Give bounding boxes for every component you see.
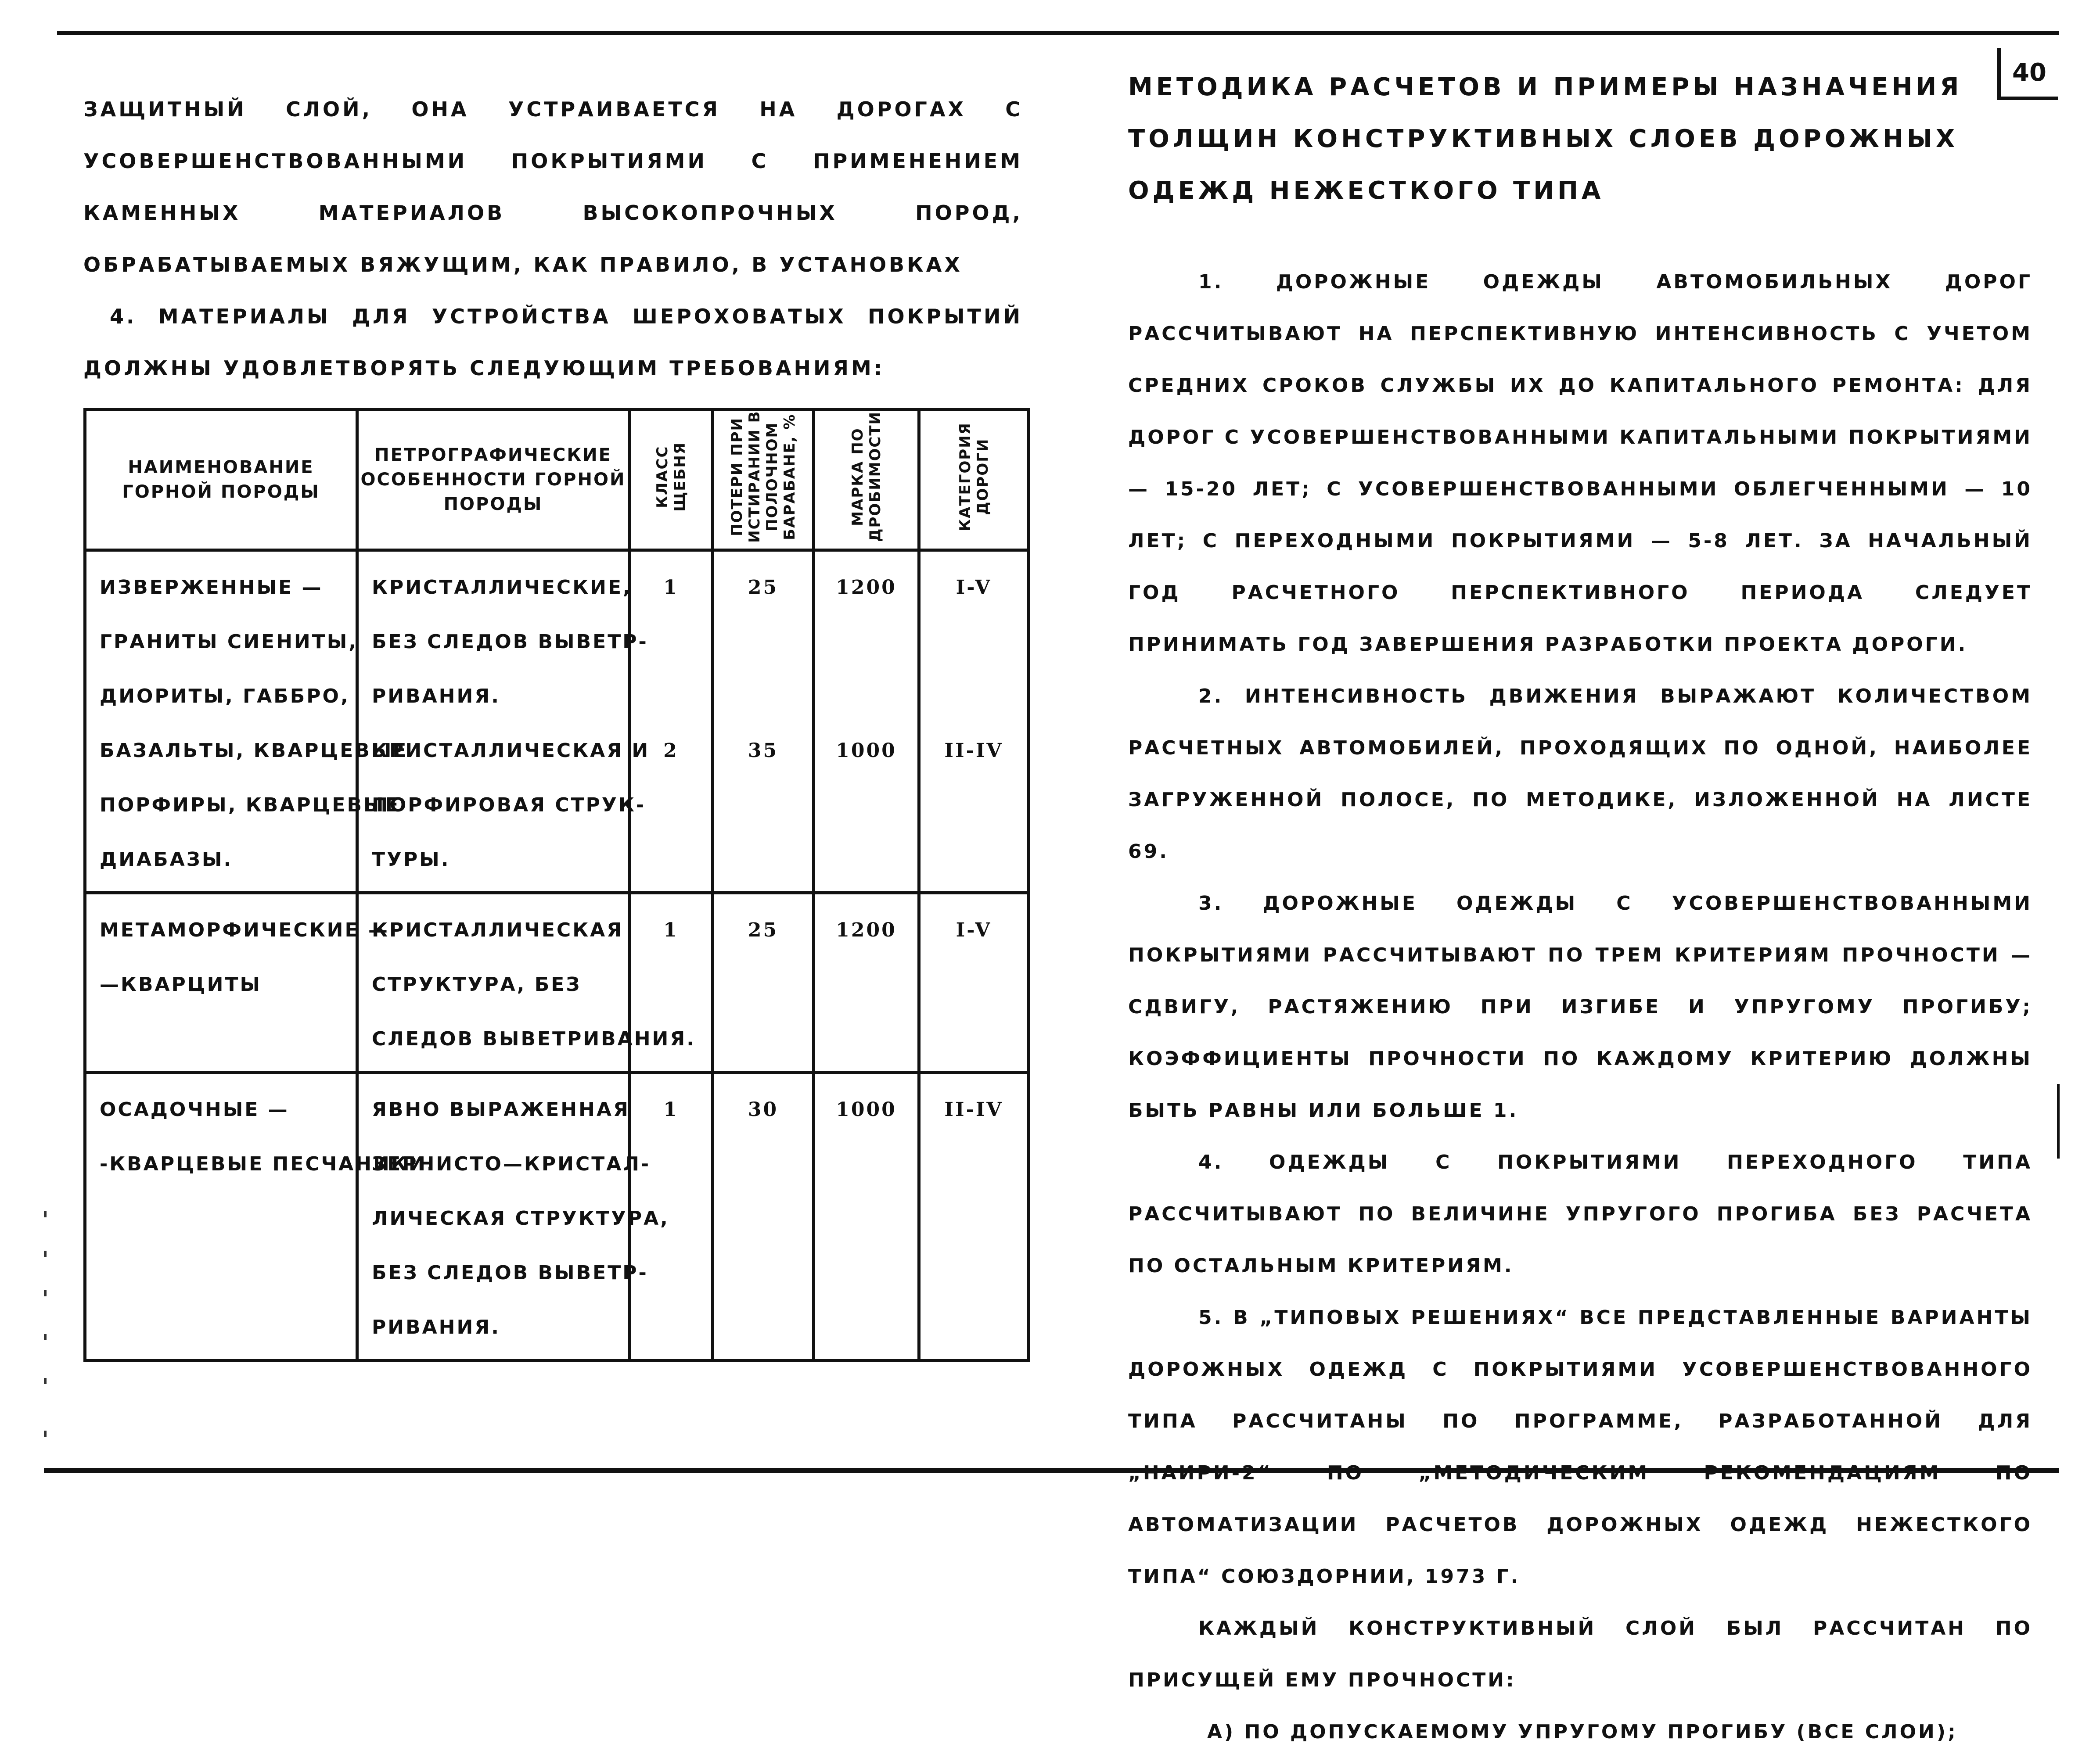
grade-value: 1000 xyxy=(836,739,897,762)
header-grade-label: МАРКА ПО ДРОБИМОСТИ xyxy=(849,411,884,542)
class-value: 2 xyxy=(663,739,679,762)
header-loss-label: ПОТЕРИ ПРИ ИСТИРАНИИ В ПОЛОЧНОМ БАРАБАНЕ, % xyxy=(728,410,798,543)
margin-dash xyxy=(44,1378,47,1384)
petro-line: ЯВНО ВЫРАЖЕННАЯ xyxy=(372,1098,630,1121)
petro-line: ПОРФИРОВАЯ СТРУК- xyxy=(372,793,646,816)
margin-dash xyxy=(44,1431,47,1437)
cell-grade-sedimentary: 1000 xyxy=(814,1072,919,1360)
header-category xyxy=(919,410,1029,550)
bottom-rule xyxy=(44,1468,2059,1473)
header-rock-name: НАИМЕНОВАНИЕ ГОРНОЙ ПОРОДЫ xyxy=(85,410,357,550)
cell-class-sedimentary: 1 xyxy=(629,1072,713,1360)
table-row-sedimentary xyxy=(85,1072,1029,1360)
paragraph-2: 2. ИНТЕНСИВНОСТЬ ДВИЖЕНИЯ ВЫРАЖАЮТ КОЛИЧЕСТВОМ РАСЧЕТНЫХ АВТОМОБИЛЕЙ, ПРОХОДЯЩИХ ПО ОДНОЙ, НАИБОЛЕЕ ЗАГРУЖЕННОЙ ПОЛОСЕ, ПО МЕТОДИКЕ, ИЗЛОЖЕННОЙ НА ЛИСТЕ 69. xyxy=(1128,685,2032,863)
paragraph-1: 1. ДОРОЖНЫЕ ОДЕЖДЫ АВТОМОБИЛЬНЫХ ДОРОГ РАССЧИТЫВАЮТ НА ПЕРСПЕКТИВНУЮ ИНТЕНСИВНОСТЬ С УЧЕТОМ СРЕДНИХ СРОКОВ СЛУЖБЫ ИХ ДО КАПИТАЛЬНОГО РЕМОНТА: ДЛЯ ДОРОГ С УСОВЕРШЕНСТВОВАННЫМИ КАПИТАЛЬНЫМИ ПОКРЫТИЯМИ — 15-20 ЛЕТ; С УСОВЕРШЕНСТВОВАННЫМИ ОБЛЕГЧЕННЫМИ — 10 ЛЕТ; С ПЕРЕХОДНЫМИ ПОКРЫТИЯМИ — 5-8 ЛЕТ. ЗА НАЧАЛЬНЫЙ ГОД РАСЧЕТНОГО ПЕРСПЕКТИВНОГО ПЕРИОДА СЛЕДУЕТ ПРИНИМАТЬ ГОД ЗАВЕРШЕНИЯ РАЗРАБОТКИ ПРОЕКТА ДОРОГИ. xyxy=(1128,271,2032,656)
class-value: 1 xyxy=(663,576,679,599)
petro-line: ЛИЧЕСКАЯ СТРУКТУРА, xyxy=(372,1207,669,1230)
petro-line: ЗЕРНИСТО—КРИСТАЛ- xyxy=(372,1152,651,1175)
rock-line: ДИАБАЗЫ. xyxy=(100,848,233,871)
section-title: МЕТОДИКА РАСЧЕТОВ И ПРИМЕРЫ НАЗНАЧЕНИЯ ТОЛЩИН КОНСТРУКТИВНЫХ СЛОЕВ ДОРОЖНЫХ ОДЕЖД НЕЖЕСТКОГО ТИПА xyxy=(1128,73,1963,205)
cell-category-sedimentary: II-IV xyxy=(919,1072,1029,1360)
category-value: I-V xyxy=(956,576,992,599)
margin-mark xyxy=(2057,1084,2060,1159)
petro-line: БЕЗ СЛЕДОВ ВЫВЕТР- xyxy=(372,1261,648,1284)
rock-line: БАЗАЛЬТЫ, КВАРЦЕВЫЕ xyxy=(100,739,408,762)
right-column xyxy=(1128,61,2032,1758)
rock-line: МЕТАМОРФИЧЕСКИЕ — xyxy=(100,918,389,941)
cell-petro-metamorphic xyxy=(357,893,696,1072)
margin-dash xyxy=(44,1290,47,1296)
cell-grade-metamorphic: 1200 xyxy=(814,893,919,1072)
cell-loss-metamorphic: 25 xyxy=(713,893,814,1072)
cell-category-igneous xyxy=(919,550,1029,893)
cell-rock-metamorphic xyxy=(85,893,389,1072)
cell-class-igneous xyxy=(629,550,713,893)
table-header-row xyxy=(85,410,1029,550)
cell-petro-igneous xyxy=(357,550,650,893)
petro-line: СЛЕДОВ ВЫВЕТРИВАНИЯ. xyxy=(372,1027,696,1050)
petro-line: БЕЗ СЛЕДОВ ВЫВЕТР- xyxy=(372,630,648,653)
table-row-metamorphic xyxy=(85,893,1029,1072)
petro-line: КРИСТАЛЛИЧЕСКИЕ, xyxy=(372,576,632,599)
rock-line: ДИОРИТЫ, ГАББРО, xyxy=(100,685,350,707)
rock-line: ИЗВЕРЖЕННЫЕ — xyxy=(100,576,323,599)
cell-grade-igneous xyxy=(814,550,919,893)
paragraph-3: 3. ДОРОЖНЫЕ ОДЕЖДЫ С УСОВЕРШЕНСТВОВАННЫМИ ПОКРЫТИЯМИ РАССЧИТЫВАЮТ ПО ТРЕМ КРИТЕРИЯМ ПРОЧНОСТИ — СДВИГУ, РАСТЯЖЕНИЮ ПРИ ИЗГИБЕ И УПРУГОМУ ПРОГИБУ; КОЭФФИЦИЕНТЫ ПРОЧНОСТИ ПО КАЖДОМУ КРИТЕРИЮ ДОЛЖНЫ БЫТЬ РАВНЫ ИЛИ БОЛЬШЕ 1. xyxy=(1128,892,2032,1122)
petro-line: РИВАНИЯ. xyxy=(372,685,500,707)
cell-petro-sedimentary xyxy=(357,1072,669,1360)
rock-line: -КВАРЦЕВЫЕ ПЕСЧАНИКИ. xyxy=(100,1152,436,1175)
top-rule xyxy=(57,31,2059,35)
loss-value: 25 xyxy=(748,576,779,599)
page-number: 40 xyxy=(1997,48,2058,100)
cell-class-metamorphic: 1 xyxy=(629,893,713,1072)
rock-line: ОСАДОЧНЫЕ — xyxy=(100,1098,289,1121)
header-category-label: КАТЕГОРИЯ ДОРОГИ xyxy=(956,422,992,531)
rock-requirements-table xyxy=(83,408,1030,1362)
petro-line: РИВАНИЯ. xyxy=(372,1316,500,1338)
paragraph-7: А) ПО ДОПУСКАЕМОМУ УПРУГОМУ ПРОГИБУ (ВСЕ СЛОИ); xyxy=(1207,1721,1958,1743)
paragraph-4: 4. ОДЕЖДЫ С ПОКРЫТИЯМИ ПЕРЕХОДНОГО ТИПА РАССЧИТЫВАЮТ ПО ВЕЛИЧИНЕ УПРУГОГО ПРОГИБА БЕЗ РАСЧЕТА ПО ОСТАЛЬНЫМ КРИТЕРИЯМ. xyxy=(1128,1151,2032,1277)
petro-line: КРИСТАЛЛИЧЕСКАЯ xyxy=(372,918,624,941)
margin-dash xyxy=(44,1334,47,1340)
header-grade xyxy=(814,410,919,550)
cell-rock-igneous xyxy=(85,550,408,893)
header-class-label: КЛАСС ЩЕБНЯ xyxy=(653,441,689,512)
header-class xyxy=(629,410,713,550)
intro-paragraph: ЗАЩИТНЫЙ СЛОЙ, ОНА УСТРАИВАЕТСЯ НА ДОРОГАХ С УСОВЕРШЕНСТВОВАННЫМИ ПОКРЫТИЯМИ С ПРИМЕНЕНИЕМ КАМЕННЫХ МАТЕРИАЛОВ ВЫСОКОПРОЧНЫХ ПОРОД, ОБРАБАТЫВАЕМЫХ ВЯЖУЩИМ, КАК ПРАВИЛО, В УСТАНОВКАХ xyxy=(83,97,1023,276)
cell-loss-igneous xyxy=(713,550,814,893)
cell-category-metamorphic: I-V xyxy=(919,893,1029,1072)
rock-line: ПОРФИРЫ, КВАРЦЕВЫЕ xyxy=(100,793,400,816)
margin-dash xyxy=(44,1251,47,1257)
table-row-igneous xyxy=(85,550,1029,893)
left-column xyxy=(83,83,1023,394)
paragraph-5: 5. В „ТИПОВЫХ РЕШЕНИЯХ“ ВСЕ ПРЕДСТАВЛЕННЫЕ ВАРИАНТЫ ДОРОЖНЫХ ОДЕЖД С ПОКРЫТИЯМИ УСОВЕРШЕНСТВОВАННОГО ТИПА РАССЧИТАНЫ ПО ПРОГРАММЕ, РАЗРАБОТАННОЙ ДЛЯ АВТОМАТИЗАЦИИ РАСЧЕТОВ ДОРОЖНЫХ ОДЕЖД НЕЖЕСТКОГО ТИПА“ СОЮЗДОРНИИ, 1973 Г. xyxy=(1128,1306,2032,1588)
grade-value: 1200 xyxy=(836,576,897,599)
margin-dash xyxy=(44,1211,47,1217)
item-4-paragraph: 4. МАТЕРИАЛЫ ДЛЯ УСТРОЙСТВА ШЕРОХОВАТЫХ ПОКРЫТИЙ ДОЛЖНЫ УДОВЛЕТВОРЯТЬ СЛЕДУЮЩИМ ТРЕБОВАНИЯМ: xyxy=(83,305,1023,380)
header-loss xyxy=(713,410,814,550)
category-value: II-IV xyxy=(944,739,1003,762)
paragraph-6: КАЖДЫЙ КОНСТРУКТИВНЫЙ СЛОЙ БЫЛ РАССЧИТАН ПО ПРИСУЩЕЙ ЕМУ ПРОЧНОСТИ: xyxy=(1128,1617,2032,1691)
rock-line: —КВАРЦИТЫ xyxy=(100,973,262,996)
petro-line: КРИСТАЛЛИЧЕСКАЯ И xyxy=(372,739,650,762)
petro-line: ТУРЫ. xyxy=(372,848,450,871)
loss-value: 35 xyxy=(748,739,779,762)
header-petrographic: ПЕТРОГРАФИЧЕСКИЕ ОСОБЕННОСТИ ГОРНОЙ ПОРОДЫ xyxy=(357,410,629,550)
petro-line: СТРУКТУРА, БЕЗ xyxy=(372,973,582,996)
rock-line: ГРАНИТЫ СИЕНИТЫ, xyxy=(100,630,358,653)
cell-loss-sedimentary: 30 xyxy=(713,1072,814,1360)
